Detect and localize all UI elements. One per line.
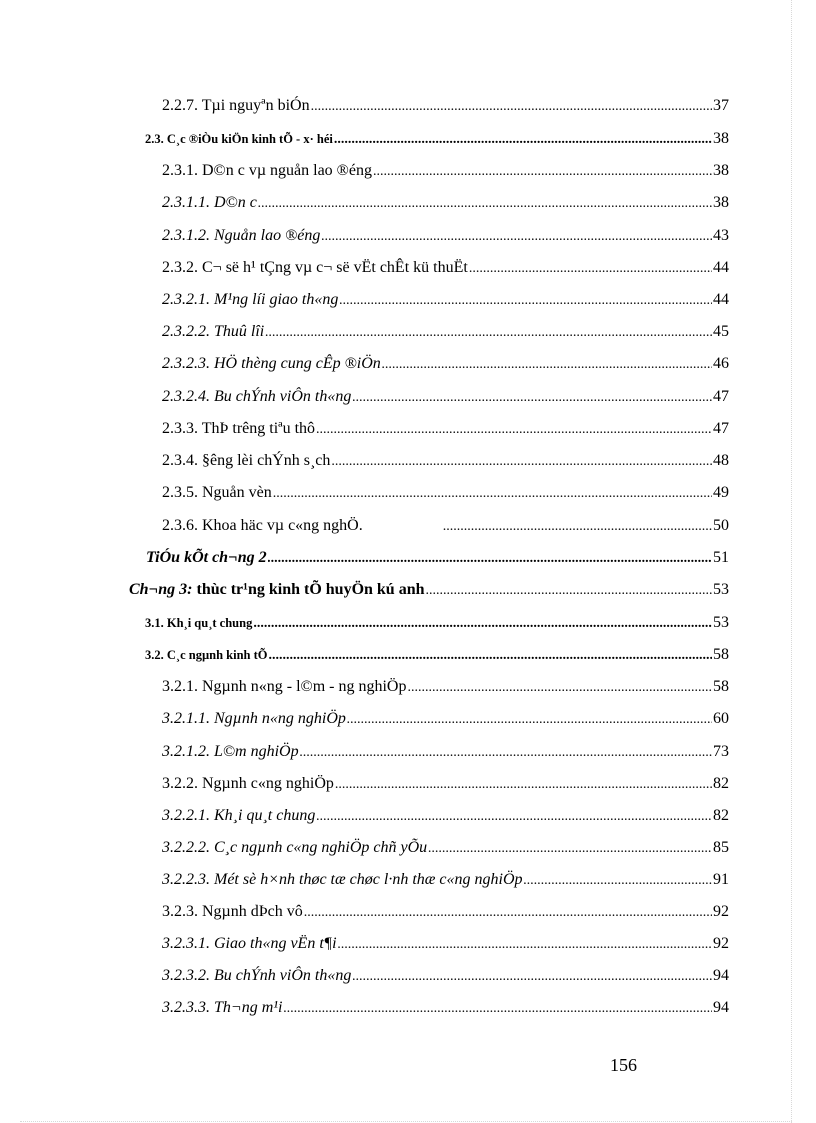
toc-entry-page: 45 — [713, 323, 729, 340]
dot-leader — [426, 581, 713, 601]
toc-subentry — [162, 806, 729, 827]
toc-entry-page: 94 — [713, 999, 729, 1016]
toc-entry-page: 58 — [713, 678, 729, 695]
toc-entry-page: 91 — [713, 871, 729, 888]
toc-entry-label: 3.2.1. Ngµnh n«ng - l©m - ng nghiÖp — [162, 678, 407, 695]
toc-entry-label: 3.2.1.1. Ngµnh n«ng nghiÖp — [162, 710, 346, 727]
toc-subentry — [162, 742, 729, 763]
page-edge-divider — [791, 0, 792, 1123]
toc-entry-label: TiÓu kÕt ch¬ng 2 — [146, 549, 267, 566]
dot-leader — [268, 549, 712, 569]
dot-leader — [253, 614, 712, 634]
toc-entry-page: 51 — [713, 549, 729, 566]
dot-leader — [335, 775, 712, 795]
toc-entry-label: 2.3.2.1. M¹ng líi giao th«ng — [162, 291, 339, 308]
toc-entry-label: 3.2.3.3. Th¬ng m¹i — [162, 999, 283, 1016]
dot-leader — [469, 259, 712, 279]
toc-entry-page: 49 — [713, 484, 729, 501]
chapter-title: thùc tr¹ng kinh tÕ huyÖn kú anh — [192, 581, 425, 598]
toc-summary-heading — [146, 548, 729, 569]
toc-entry-label: 2.3.1. D©n c vµ nguån lao ®éng — [162, 162, 372, 179]
dot-leader — [304, 903, 712, 923]
dot-leader — [269, 646, 712, 666]
toc-entry-label: 2.3.1.1. D©n c — [162, 194, 257, 211]
dot-leader — [284, 999, 713, 1019]
toc-entry-page: 38 — [713, 130, 729, 147]
toc-entry-label: 3.1. Kh¸i qu¸t chung — [145, 616, 253, 630]
toc-entry-page: 47 — [713, 420, 729, 437]
chapter-number: Ch¬ng 3: — [129, 581, 193, 598]
toc-section-heading — [145, 613, 729, 634]
toc-subentry — [162, 838, 729, 859]
dot-leader — [524, 871, 712, 891]
toc-entry — [162, 96, 729, 117]
toc-entry-page: 73 — [713, 743, 729, 760]
toc-entry-page: 47 — [713, 388, 729, 405]
toc-subentry — [162, 290, 729, 311]
toc-entry — [162, 902, 729, 923]
toc-entry-label: 2.3.2. C¬ së h¹ tÇng vµ c¬ së vËt chÊt kü thuËt — [162, 259, 468, 276]
dot-leader — [352, 388, 712, 408]
toc-subentry — [162, 387, 729, 408]
toc-entry-page: 53 — [713, 614, 729, 631]
toc-entry — [162, 451, 729, 472]
toc-entry-label: 3.2.2.2. C¸c ngµnh c«ng nghiÖp chñ yÕu — [162, 839, 428, 856]
toc-entry-page: 94 — [713, 967, 729, 984]
toc-entry — [162, 161, 729, 182]
toc-entry-page: 37 — [713, 97, 729, 114]
dot-leader — [443, 517, 712, 537]
toc-entry — [162, 483, 729, 504]
dot-leader — [334, 130, 712, 150]
toc-entry — [162, 516, 729, 537]
toc-entry-label: 3.2.1.2. L©m nghiÖp — [162, 743, 299, 760]
dot-leader — [273, 484, 712, 504]
toc-entry-page: 58 — [713, 646, 729, 663]
toc-entry-label: 2.3.5. Nguån vèn — [162, 484, 272, 501]
toc-entry-label: 3.2.2.3. Mét sè h×nh thøc tæ chøc l·nh thæ c«ng nghiÖp — [162, 871, 523, 888]
dot-leader — [316, 420, 712, 440]
toc-entry-label: 3.2.2. Ngµnh c«ng nghiÖp — [162, 775, 334, 792]
toc-entry — [162, 419, 729, 440]
toc-entry-page: 92 — [713, 903, 729, 920]
dot-leader — [311, 97, 712, 117]
toc-entry-page: 82 — [713, 807, 729, 824]
dot-leader — [347, 710, 712, 730]
dot-leader — [300, 743, 712, 763]
dot-leader — [428, 839, 712, 859]
dot-leader — [382, 355, 712, 375]
page-number: 156 — [610, 1055, 637, 1075]
toc-entry-label — [129, 580, 425, 600]
toc-entry-label: 2.3. C¸c ®iÒu kiÖn kinh tÕ - x· héi — [145, 132, 333, 146]
dot-leader — [338, 935, 712, 955]
dot-leader — [316, 807, 712, 827]
toc-entry-page: 53 — [713, 581, 729, 598]
toc-subentry — [162, 354, 729, 375]
toc-entry-label: 3.2.3.1. Giao th«ng vËn t¶i — [162, 935, 337, 952]
toc-entry-label: 2.3.2.3. HÖ thèng cung cÊp ®iÖn — [162, 355, 381, 372]
toc-entry-page: 48 — [713, 452, 729, 469]
toc-entry — [162, 677, 729, 698]
toc-entry-page: 38 — [713, 162, 729, 179]
toc-section-heading — [145, 645, 729, 666]
toc-chapter-heading — [129, 580, 729, 601]
dot-leader — [352, 967, 712, 987]
toc-entry-page: 46 — [713, 355, 729, 372]
dot-leader — [258, 194, 712, 214]
dot-leader — [373, 162, 712, 182]
dot-leader — [331, 452, 712, 472]
toc-entry-label: 2.3.4. §êng lèi chÝnh s¸ch — [162, 452, 331, 469]
toc-subentry — [162, 934, 729, 955]
toc-entry-page: 44 — [713, 291, 729, 308]
toc-entry-page: 85 — [713, 839, 729, 856]
toc-entry — [162, 774, 729, 795]
toc-subentry — [162, 226, 729, 247]
dot-leader — [407, 678, 712, 698]
dot-leader — [321, 227, 712, 247]
toc-entry-page: 38 — [713, 194, 729, 211]
toc-subentry — [162, 709, 729, 730]
toc-entry-page: 50 — [713, 517, 729, 534]
toc-entry-label: 3.2.3.2. Bu chÝnh viÔn th«ng — [162, 967, 352, 984]
dot-leader — [339, 291, 712, 311]
dot-leader — [265, 323, 712, 343]
toc-entry-page: 43 — [713, 227, 729, 244]
toc-entry-label: 2.3.1.2. Nguån lao ®éng — [162, 227, 321, 244]
toc-entry-label: 3.2.3. Ngµnh dÞch vô — [162, 903, 303, 920]
toc-entry-label: 2.3.2.2. Thuû lîi — [162, 323, 265, 340]
toc-entry-label: 2.2.7. Tµi nguyªn biÓn — [162, 97, 310, 114]
toc-subentry — [162, 322, 729, 343]
toc-entry-page: 92 — [713, 935, 729, 952]
toc-subentry — [162, 966, 729, 987]
toc-entry-page: 82 — [713, 775, 729, 792]
toc-entry-label: 3.2.2.1. Kh¸i qu¸t chung — [162, 807, 316, 824]
toc-entry-page: 44 — [713, 259, 729, 276]
toc-entry-label: 2.3.2.4. Bu chÝnh viÔn th«ng — [162, 388, 352, 405]
page-bottom-divider — [20, 1121, 792, 1122]
toc-entry-label: 2.3.3. ThÞ trêng tiªu thô — [162, 420, 316, 437]
toc-entry — [162, 258, 729, 279]
toc-subentry — [162, 998, 729, 1019]
toc-subentry — [162, 193, 729, 214]
toc-section-heading — [145, 129, 729, 150]
toc-entry-page: 60 — [713, 710, 729, 727]
toc-entry-label: 2.3.6. Khoa häc vµ c«ng nghÖ. — [162, 517, 363, 534]
toc-subentry — [162, 870, 729, 891]
toc-entry-label: 3.2. C¸c ngµnh kinh tÕ — [145, 648, 268, 662]
